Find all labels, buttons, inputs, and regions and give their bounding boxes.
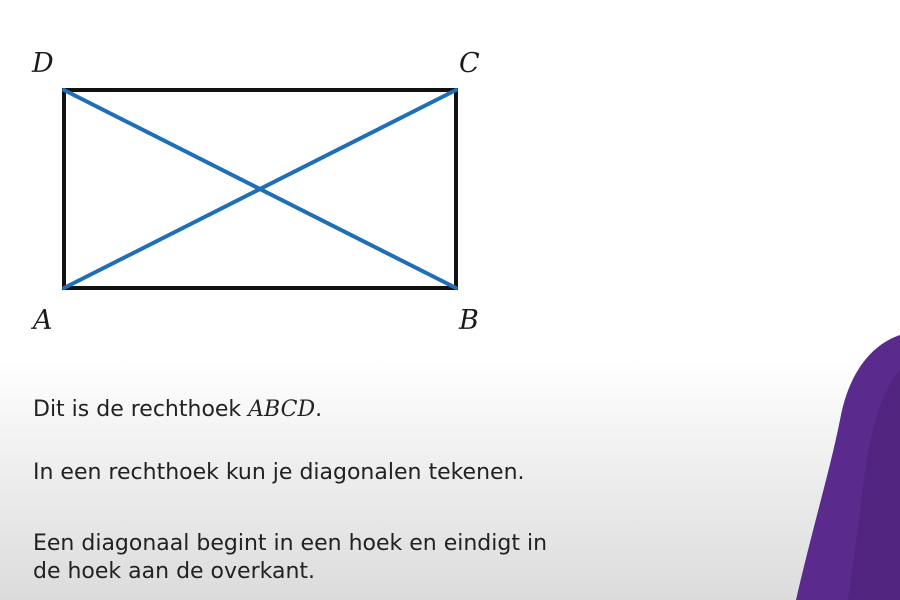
text-diagonal-definition-line2: de hoek aan de overkant. [33, 559, 316, 584]
vertex-label-c: C [459, 48, 480, 79]
vertex-label-d: D [32, 48, 54, 79]
vertex-label-b: B [459, 305, 479, 336]
rectangle-svg [0, 0, 520, 350]
text-rectangle-name: ABCD [248, 397, 316, 422]
presenter-svg [760, 300, 900, 600]
text-rectangle-intro-suffix: . [315, 397, 323, 422]
text-rectangle-intro-prefix: Dit is de rechthoek [33, 397, 249, 422]
text-diagonal-definition [33, 530, 683, 586]
vertex-label-a: A [33, 305, 53, 336]
rectangle-diagram [0, 0, 520, 350]
text-diagonal-definition-line1: Een diagonaal begint in een hoek en eindigt in [33, 531, 548, 556]
text-diagonals-intro: In een rechthoek kun je diagonalen tekenen. [33, 460, 525, 485]
text-rectangle-intro [33, 396, 322, 424]
presenter-figure [760, 300, 900, 600]
